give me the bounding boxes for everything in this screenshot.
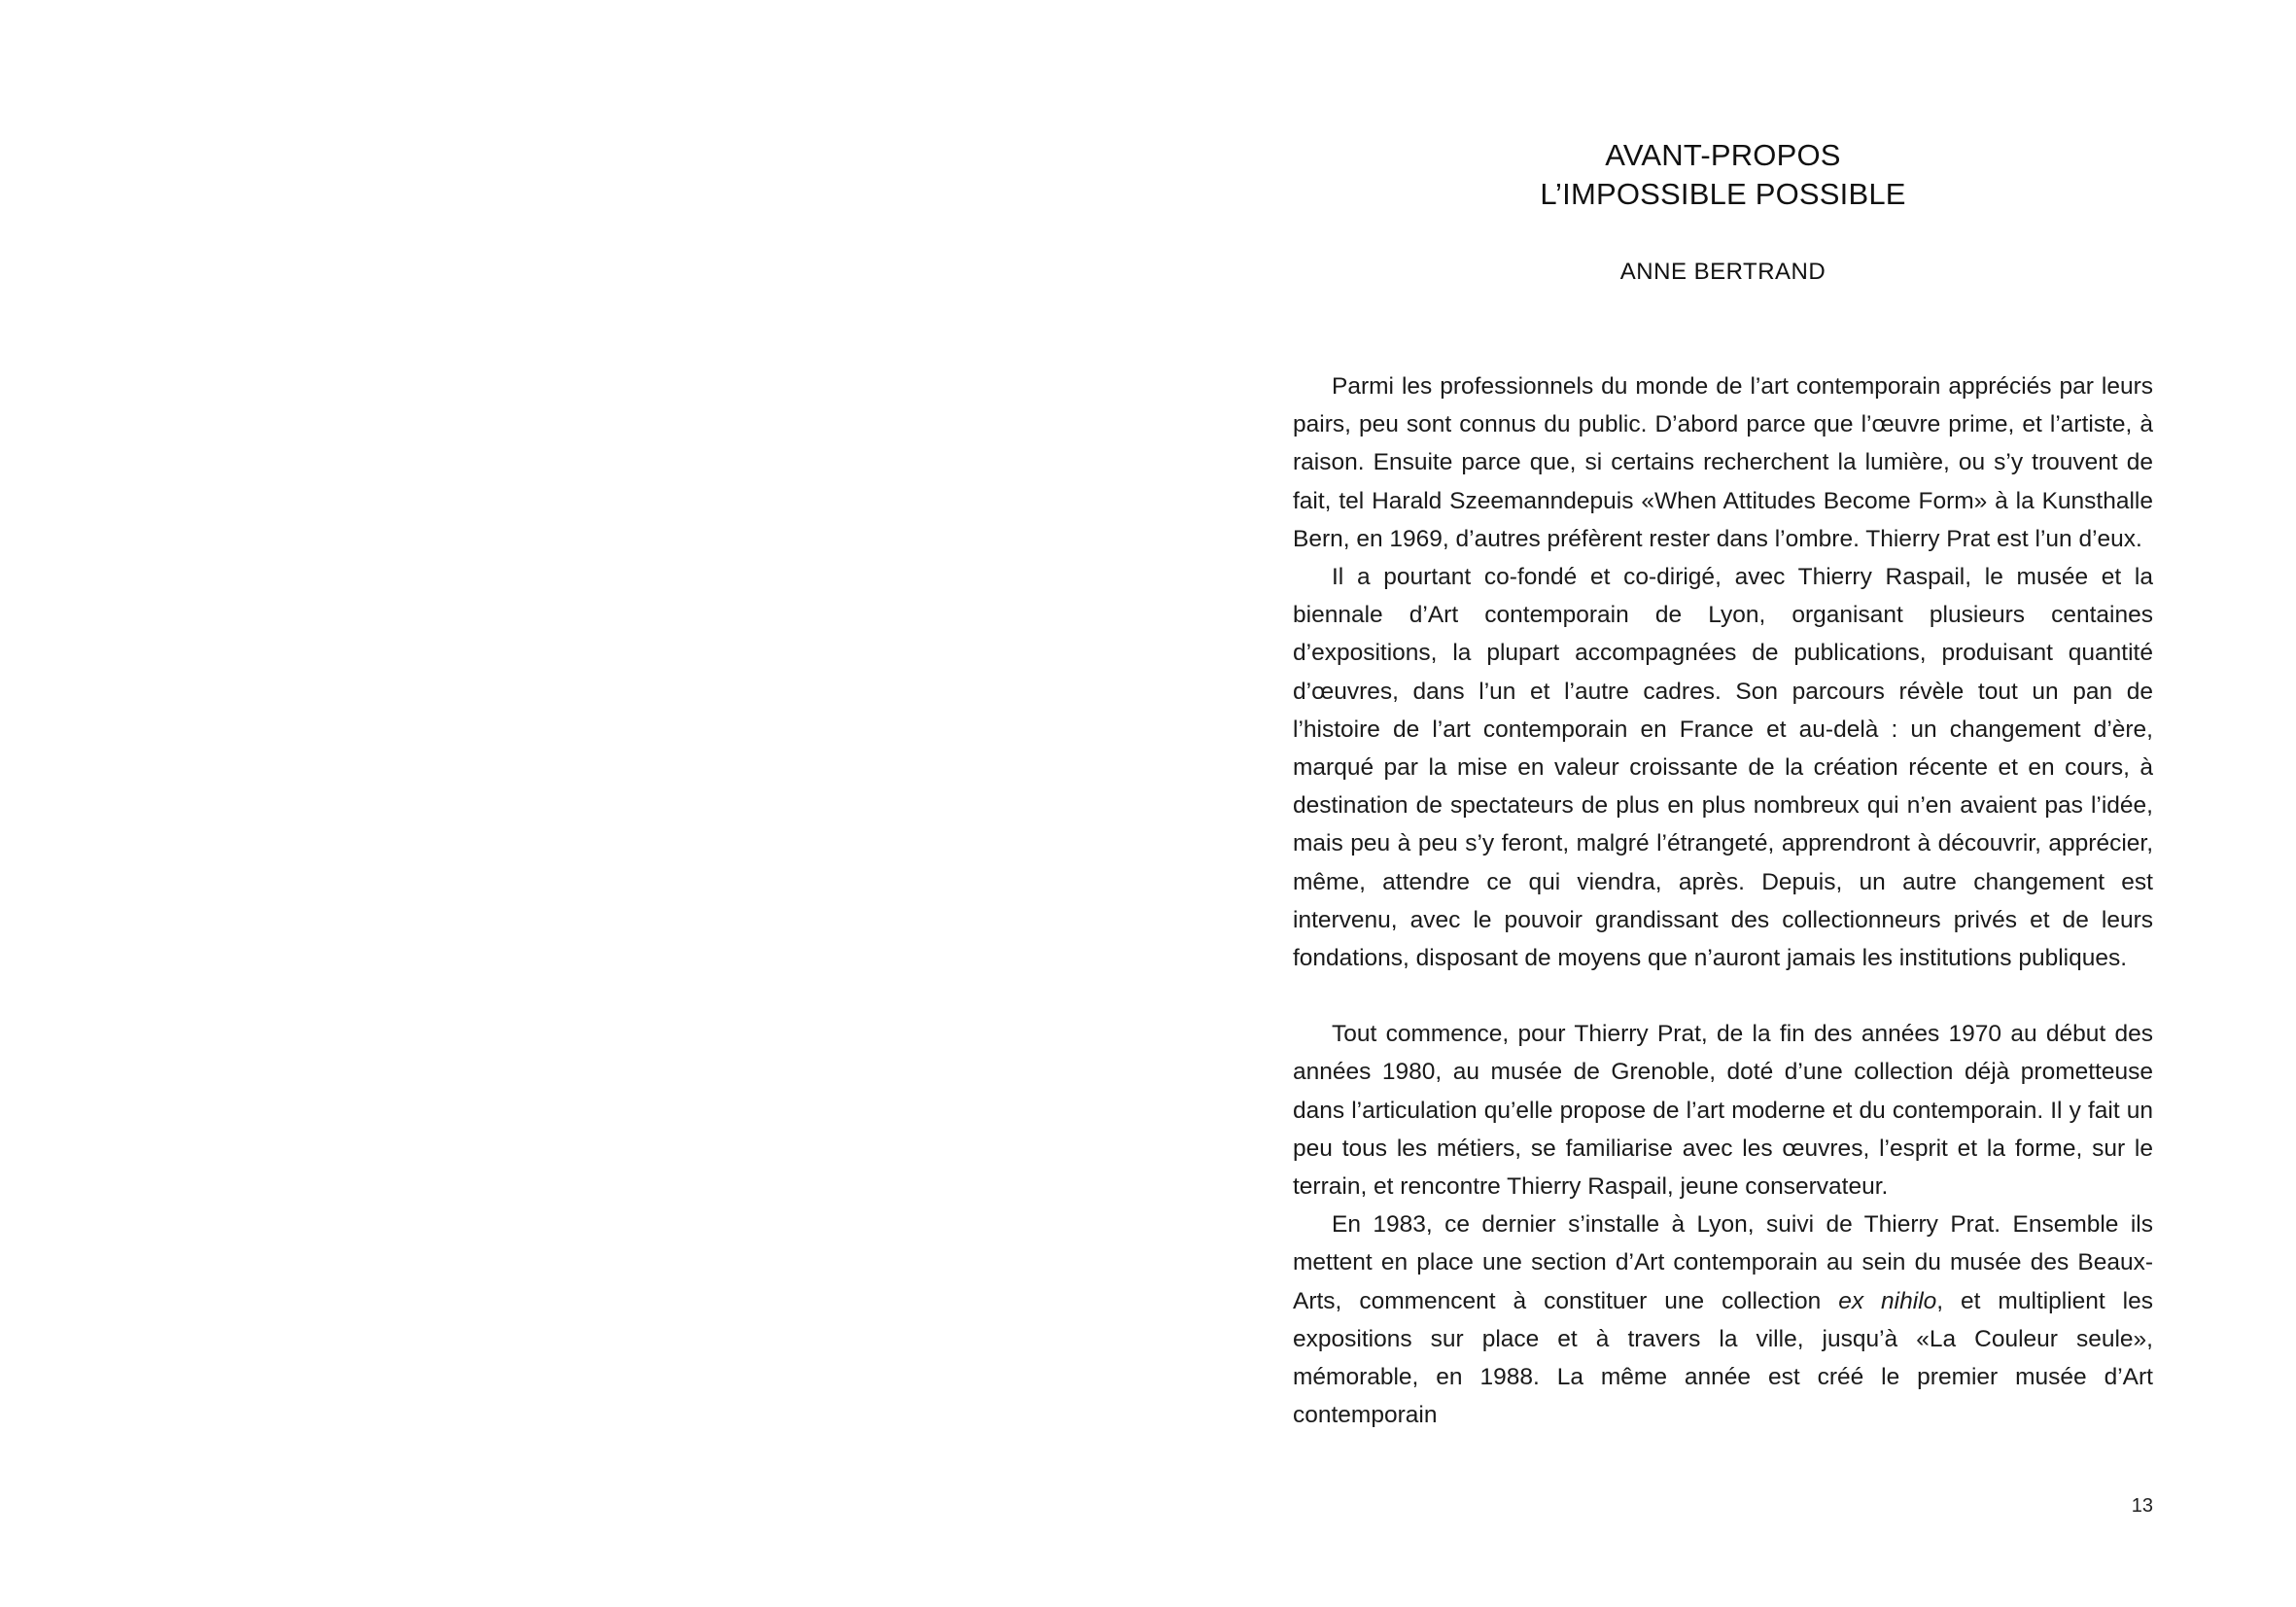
page-number: 13: [2131, 1495, 2153, 1517]
body-text: [1293, 367, 2153, 1434]
chapter-title-line-1: AVANT-PROPOS: [1605, 138, 1841, 172]
paragraph-text: En 1983, ce dernier s’installe à Lyon, suivi de Thierry Prat. Ensemble ils mettent en place une section d’Art contemporain au sein du musée des Beaux-Arts, commencent à constituer une collection: [1293, 1211, 2153, 1314]
paragraph: Tout commence, pour Thierry Prat, de la fin des années 1970 au début des années 1980, au musée de Grenoble, doté d’une collection déjà prometteuse dans l’articulation qu’elle propose de l’art moderne et du contemporain. Il y fait un peu tous les métiers, se familiarise avec les œuvres, l’esprit et la forme, sur le terrain, et rencontre Thierry Raspail, jeune conservateur.: [1293, 1021, 2153, 1201]
paragraph: Il a pourtant co-fondé et co-dirigé, avec Thierry Raspail, le musée et la biennale d’Art contemporain de Lyon, organisant plusieurs centaines d’expositions, la plupart accompagnées de publications, produisant quantité d’œuvres, dans l’un et l’autre cadres. Son parcours révèle tout un pan de l’histoire de l’art contemporain en France et au-delà : un changement d’ère, marqué par la mise en valeur croissante de la création récente et en cours, à destination de spectateurs de plus en plus nombreux qui n’en avaient pas l’idée, mais peu à peu s’y feront, malgré l’étrangeté, apprendront à découvrir, apprécier, même, attendre ce qui viendra, après. Depuis, un autre changement est intervenu, avec le pouvoir grandissant des collectionneurs privés et de leurs fondations, disposant de moyens que n’auront jamais les institutions publiques.: [1293, 564, 2153, 972]
chapter-title-line-2: L’IMPOSSIBLE POSSIBLE: [1540, 177, 1906, 211]
author-name: ANNE BERTRAND: [1619, 259, 1826, 285]
italic-phrase: ex nihilo: [1838, 1287, 1937, 1314]
paragraph: [1293, 1205, 2153, 1434]
paragraph-text: , et multiplient les expositions sur place et à travers la ville, jusqu’à «La Couleur seule», mémorable, en 1988. La même année est créé le premier musée d’Art contemporain: [1293, 1287, 2153, 1429]
paragraph: Parmi les professionnels du monde de l’art contemporain appréciés par leurs pairs, peu sont connus du public. D’abord parce que l’œuvre prime, et l’artiste, à raison. Ensuite parce que, si certains recherchent la lumière, ou s’y trouvent de fait, tel Harald Szeemanndepuis «When Attitudes Become Form» à la Kunsthalle Bern, en 1969, d’autres préfèrent rester dans l’ombre. Thierry Prat est l’un d’eux.: [1293, 373, 2153, 552]
section-break: [1293, 977, 2153, 1015]
